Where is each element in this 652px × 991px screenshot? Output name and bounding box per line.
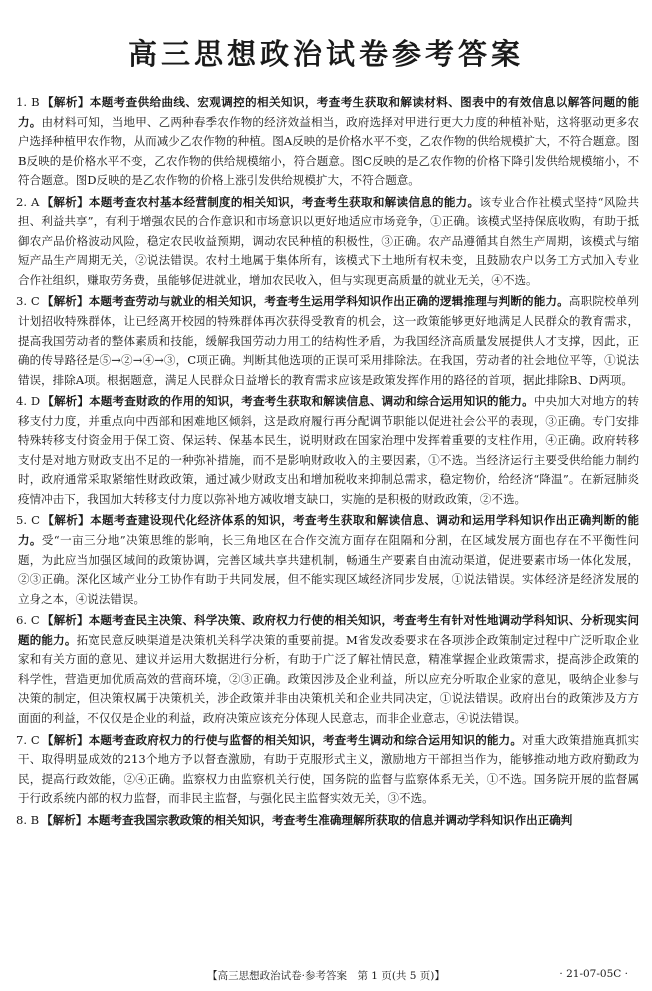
analysis-tag: 【解析】 [41, 294, 89, 309]
analysis-body: 高职院校单列计划招收特殊群体，让已经离开校园的特殊群体再次获得受教育的机会，这一政策能够更好地满足人民群众的教育需求，提高我国劳动者的整体素质和技能，缓解我国劳动力用工的结构性矛盾，为我国经济高质量发展提供人才支撑，因此，正确的传导路径是⑤→②→④→③，C项正确。判断其他选项的正误可采用排除法。在我国，劳动者的社会地位平等，①说法错误，排除A项。根据题意，满足人民群众日益增长的教育需求应该是政策发挥作用的路径的首项，据此排除B、D两项。 [18, 294, 639, 387]
analysis-heading: 本题考查民主决策、科学决策、政府权力行使的相关知识，考查考生有针对性地调动学科知识、分析现实问题的能力。 [18, 613, 639, 647]
answer-item-1 [18, 93, 639, 191]
answer-item-3 [18, 292, 639, 390]
footer-paper-code: · 21-07-05C · [559, 968, 628, 980]
answer-number: 2. A [16, 194, 40, 209]
answer-list [18, 93, 639, 832]
analysis-heading: 本题考查建设现代化经济体系的知识，考查考生获取和解读信息、调动和运用学科知识作出正确判断的能力。 [18, 513, 640, 548]
page-footer [0, 968, 652, 984]
analysis-heading: 本题考查农村基本经营制度的相关知识，考查考生获取和解读信息的能力。 [88, 194, 480, 209]
answer-number: 8. B [16, 812, 40, 827]
answer-item-8 [18, 811, 639, 831]
analysis-body: 该专业合作社模式坚持“风险共担、利益共享”，有利于增强农民的合作意识和市场意识以更好地适应市场竞争，①正确。该模式坚持保底收购，有助于抵御农产品价格波动风险，稳定农民收益预期，调动农民种植的积极性，③正确。农产品遵循其自然生产周期，该模式与缩短产品生产周期无关，②说法错误。农村土地属于集体所有，该模式下土地所有权未变，且鼓励农户以务工方式加入专业合作社组织，赚取劳务费，虽能够促进就业，增加农民收入，但与实现更高质量的就业无关，④不选。 [18, 194, 640, 287]
answer-item-7 [18, 731, 639, 809]
analysis-tag: 【解析】 [41, 732, 89, 747]
answer-number: 7. C [16, 732, 40, 747]
answer-number: 4. D [16, 394, 41, 409]
answer-number: 3. C [16, 294, 40, 309]
analysis-heading: 本题考查劳动与就业的相关知识，考查考生运用学科知识作出正确的逻辑推理与判断的能力。 [88, 294, 569, 309]
answer-number: 6. C [16, 613, 40, 628]
analysis-body: 拓宽民意反映渠道是决策机关科学决策的重要前提。M省发改委要求在各项涉企政策制定过程中广泛听取企业家和有关方面的意见、建议并运用大数据进行分析，有助于广泛了解社情民意，精准掌握企业政策需求，提高涉企政策的科学性，营造更加优质高效的营商环境，②③正确。政策因涉及企业利益，所以应充分听取企业家的意见，吸纳企业参与决策的制定，但决策权属于决策机关，涉企政策并非由决策机关和企业共同决定，①说法错误。政府出台的政策涉及方方面面的利益，不仅仅是企业的利益，政府决策应该充分体现人民意志，而非企业意志，④说法错误。 [18, 632, 639, 725]
answer-number: 5. C [16, 513, 40, 528]
analysis-body: 对重大政策措施真抓实干、取得明显成效的213个地方予以督查激励，有助于克服形式主义，激励地方干部担当作为，能够推动地方政府勤政为民，提高行政效能，②④正确。监察权力由监察机关行使，国务院的监督与监察体系无关，①不选。国务院开展的监督属于行政系统内部的权力监督，而非民主监督，与强化民主监督实效无关，③不选。 [18, 732, 640, 806]
analysis-tag: 【解析】 [41, 513, 91, 528]
analysis-body: 由材料可知，当地甲、乙两种春季农作物的经济效益相当，政府选择对甲进行更大力度的种植补贴，这将驱动更多农户选择种植甲农作物，从而减少乙农作物的种植。图A反映的是价格水平不变，乙农作物的供给规模扩大，不符合题意。图B反映的是价格水平不变，乙农作物的供给规模缩小，符合题意。图C反映的是乙农作物的价格下降引发供给规模缩小，不符合题意。图D反映的是乙农作物的价格上涨引发供给规模扩大，不符合题意。 [18, 114, 640, 188]
analysis-tag: 【解析】 [41, 194, 89, 209]
analysis-body: 受“一亩三分地”决策思维的影响，长三角地区在合作交流方面存在阻隔和分割，在区域发展方面也存在不平衡性问题，为此应当加强区域间的政策协调，完善区域共享共建机制，畅通生产要素自由流动渠道，促进要素市场一体化发展，②③正确。深化区域产业分工协作有助于共同发展，但不能实现区域经济同步发展，①说法错误。实体经济是经济发展的立身之本，④说法错误。 [18, 533, 639, 606]
analysis-tag: 【解析】 [42, 394, 90, 409]
answer-item-5 [18, 511, 639, 609]
analysis-heading: 本题考查政府权力的行使与监督的相关知识，考查考生调动和综合运用知识的能力。 [88, 732, 523, 747]
analysis-tag: 【解析】 [41, 95, 90, 109]
answer-number: 1. B [16, 95, 40, 109]
footer-page-info: 【高三思想政治试卷·参考答案 第 1 页(共 5 页)】 [207, 970, 445, 982]
analysis-tag: 【解析】 [41, 812, 88, 827]
analysis-heading: 本题考查财政的作用的知识，考查考生获取和解读信息、调动和综合运用知识的能力。 [89, 394, 534, 409]
answer-item-4 [18, 392, 639, 509]
analysis-tag: 【解析】 [41, 613, 89, 628]
analysis-body: 中央加大对地方的转移支付力度，并重点向中西部和困难地区倾斜，这是政府履行再分配调节职能以促进社会公平的表现，③正确。专门安排特殊转移支付资金用于保工资、保运转、保基本民生，说明财政在国家治理中发挥着重要的支柱作用，④正确。政府转移支付是对地方财政支出不足的一种弥补措施，而不是影响财政收入的主要因素，①不选。当经济运行主要受供给能力制约时，政府通常采取紧缩性财政政策，通过减少财政支出和增加税收来抑制总需求，稳定物价，给经济“降温”。在新冠肺炎疫情冲击下，我国加大转移支付力度以弥补地方减收增支缺口，实施的是积极的财政政策，②不选。 [18, 394, 640, 506]
analysis-heading: 本题考查供给曲线、宏观调控的相关知识，考查考生获取和解读材料、图表中的有效信息以解答问题的能力。 [18, 95, 639, 129]
answer-item-2 [18, 193, 639, 291]
analysis-heading: 本题考查我国宗教政策的相关知识，考查考生准确理解所获取的信息并调动学科知识作出正确判 [87, 812, 573, 827]
page-title: 高三思想政治试卷参考答案 [127, 37, 524, 71]
answer-item-6 [18, 611, 639, 728]
